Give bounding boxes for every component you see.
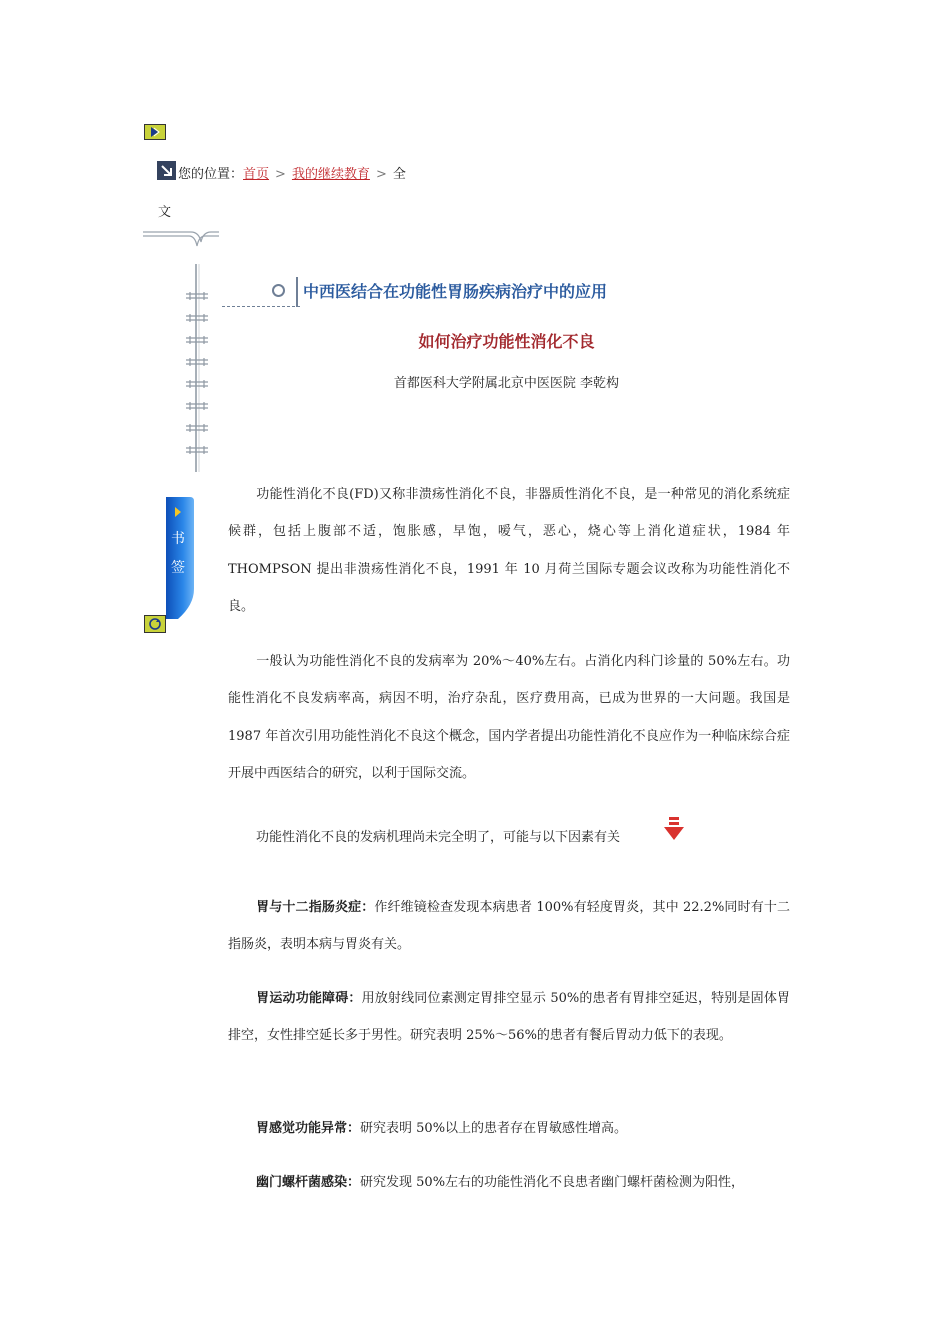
factor-text: 作纤维镜检查发现本病患者 100%有轻度胃炎，其中 22.2%同时有十二指肠炎，表明本病与胃炎有关。	[228, 900, 790, 953]
title-dotted-line	[222, 306, 300, 307]
factor-paragraph	[228, 980, 790, 1055]
paragraph-text: 功能性消化不良的发病机理尚未完全明了，可能与以下因素有关	[256, 830, 621, 845]
paragraph	[228, 476, 790, 625]
breadcrumb-separator: >	[275, 167, 286, 182]
breadcrumb-current: 全	[392, 167, 406, 182]
bookmark-label-char: 书	[171, 531, 185, 547]
article-title: 中西医结合在功能性胃肠疾病治疗中的应用	[303, 282, 608, 301]
decorative-divider	[143, 228, 221, 254]
article-author: 首都医科大学附属北京中医医院 李乾构	[393, 376, 620, 391]
factor-text: 研究发现 50%左右的功能性消化不良患者幽门螺杆菌检测为阳性，	[360, 1175, 745, 1190]
factor-term: 胃感觉功能异常：	[256, 1121, 361, 1136]
circle-bullet-icon	[272, 284, 285, 297]
refresh-icon	[144, 615, 166, 633]
spiral-binding-decoration	[184, 264, 214, 478]
arrow-down-right-icon	[157, 161, 176, 180]
breadcrumb-prefix: 您的位置：	[178, 167, 244, 182]
bookmark-label	[169, 525, 187, 583]
book-icon	[144, 124, 166, 140]
breadcrumb-education-link[interactable]: 我的继续教育	[291, 167, 370, 182]
bookmark-label-char: 签	[171, 560, 185, 576]
factor-paragraph	[228, 1164, 790, 1201]
paragraph-text: 功能性消化不良(FD)又称非溃疡性消化不良，非器质性消化不良，是一种常见的消化系统症候群，包括上腹部不适，饱胀感，早饱，嗳气，恶心，烧心等上消化道症状，1984 年THOMPSON 提出非溃疡性消化不良，1991 年 10 月荷兰国际专题会议改称为功能性消化不良。	[228, 487, 790, 614]
factor-text: 用放射线同位素测定胃排空显示 50%的患者有胃排空延迟，特别是固体胃排空，女性排空延长多于男性。研究表明 25%～56%的患者有餐后胃动力低下的表现。	[228, 991, 790, 1044]
factor-term: 幽门螺杆菌感染：	[256, 1175, 361, 1190]
factor-paragraph	[228, 889, 790, 964]
breadcrumb-separator: >	[375, 167, 387, 182]
down-arrow-icon[interactable]	[664, 816, 684, 846]
paragraph	[228, 643, 790, 792]
breadcrumb-home-link[interactable]: 首页	[243, 167, 270, 182]
breadcrumb-current-tail: 文	[158, 205, 172, 220]
paragraph-text: 一般认为功能性消化不良的发病率为 20%～40%左右。占消化内科门诊量的 50%左右。功能性消化不良发病率高，病因不明，治疗杂乱，医疗费用高，已成为世界的一大问题。我国是 1987 年首次引用功能性消化不良这个概念，国内学者提出功能性消化不良应作为一种临床综合症开展中西医结合的研究，以利于国际交流。	[228, 654, 790, 781]
title-divider	[296, 277, 298, 307]
breadcrumb	[178, 166, 406, 184]
factor-paragraph	[228, 1110, 790, 1147]
factor-text: 研究表明 50%以上的患者存在胃敏感性增高。	[360, 1121, 628, 1136]
factor-term: 胃运动功能障碍：	[256, 991, 362, 1006]
article-subtitle: 如何治疗功能性消化不良	[418, 332, 595, 351]
factor-term: 胃与十二指肠炎症：	[256, 900, 375, 915]
paragraph	[228, 819, 790, 856]
